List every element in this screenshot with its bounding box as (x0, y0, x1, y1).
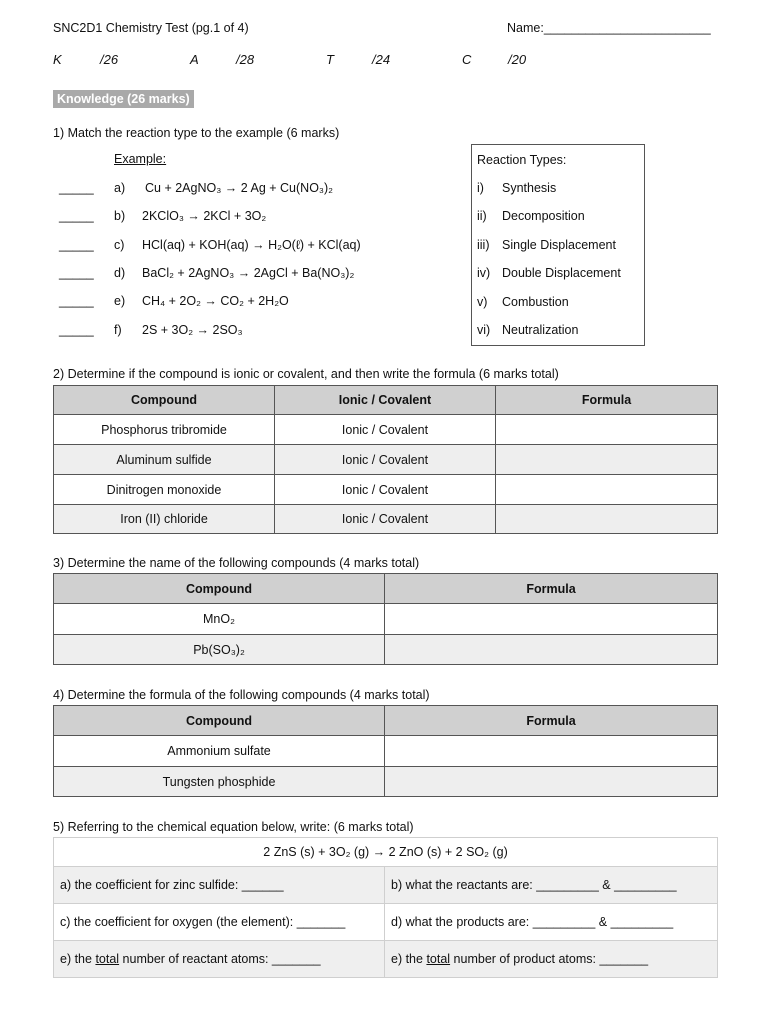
reaction-type-name: Neutralization (502, 323, 579, 337)
table-row (54, 604, 718, 635)
q5-item-c[interactable] (54, 904, 385, 941)
reaction-types-box (471, 144, 645, 346)
reaction-type-name: Decomposition (502, 209, 585, 223)
q5-item-a[interactable] (54, 867, 385, 904)
q1-item-equation: 2KClO₃ → 2KCl + 3O₂ (142, 209, 267, 223)
table-row (54, 941, 718, 978)
table-row (54, 635, 718, 665)
score-letter-t: T (326, 52, 334, 67)
emphasis-total: total (95, 952, 120, 966)
q1-item-letter: f) (114, 323, 122, 337)
table-row (54, 475, 718, 505)
q1-example-label: Example: (114, 152, 167, 166)
q1-item-letter: c) (114, 238, 125, 252)
score-letter-c: C (462, 52, 472, 67)
answer-blank[interactable]: _____ (59, 266, 94, 280)
compound-cell: Ammonium sulfate (54, 736, 385, 767)
reaction-type-num: i) (477, 181, 484, 195)
answer-blank[interactable]: _____ (59, 294, 94, 308)
q5-item-text: number of reactant atoms: _______ (119, 952, 321, 966)
table-row (54, 867, 718, 904)
q5-item-text: e) the (391, 952, 427, 966)
table-header-row (54, 706, 718, 736)
answer-blank[interactable]: _____ (59, 181, 94, 195)
formula-answer-cell[interactable] (496, 475, 718, 505)
reaction-type-name: Synthesis (502, 181, 557, 195)
formula-answer-cell[interactable] (385, 736, 718, 767)
reaction-type-num: iii) (477, 238, 490, 252)
formula-answer-cell[interactable] (496, 415, 718, 445)
q1-item-equation: CH₄ + 2O₂ → CO₂ + 2H₂O (142, 294, 289, 308)
answer-blank[interactable]: _____ (59, 238, 94, 252)
reaction-type-name: Double Displacement (502, 266, 621, 280)
q4-table (53, 705, 718, 797)
answer-blank[interactable]: _____ (59, 209, 94, 223)
q3-prompt: 3) Determine the name of the following compounds (4 marks total) (53, 556, 420, 570)
ionic-covalent-choice[interactable]: Ionic / Covalent (275, 415, 496, 445)
q5-item-text: c) the coefficient for oxygen (the element): _______ (60, 915, 346, 929)
table-row (54, 415, 718, 445)
emphasis-total: total (426, 952, 451, 966)
name-answer-cell[interactable] (385, 635, 718, 665)
compound-cell: Dinitrogen monoxide (54, 475, 275, 505)
reaction-type-num: ii) (477, 209, 487, 223)
q3-table (53, 573, 718, 665)
q1-item-letter: b) (114, 209, 126, 223)
compound-cell: Phosphorus tribromide (54, 415, 275, 445)
q5-item-d[interactable] (385, 904, 718, 941)
q1-item-equation: 2S + 3O₂ → 2SO₃ (142, 323, 243, 337)
name-answer-cell[interactable] (385, 604, 718, 635)
q1-item-equation: HCl(aq) + KOH(aq) → H₂O(ℓ) + KCl(aq) (142, 238, 361, 252)
section-label: Knowledge (26 marks) (53, 90, 194, 108)
q5-item-e-products[interactable] (385, 941, 718, 978)
score-letter-a: A (190, 52, 199, 67)
table-row (54, 904, 718, 941)
q2-table (53, 385, 718, 534)
q4-prompt: 4) Determine the formula of the following compounds (4 marks total) (53, 688, 430, 702)
compound-cell: MnO₂ (54, 604, 385, 635)
ionic-covalent-choice[interactable]: Ionic / Covalent (275, 505, 496, 534)
q5-item-text: d) what the products are: _________ & _________ (391, 915, 674, 929)
formula-answer-cell[interactable] (496, 505, 718, 534)
compound-cell: Aluminum sulfide (54, 445, 275, 475)
column-header: Compound (54, 386, 275, 415)
q1-item-letter: e) (114, 294, 126, 308)
formula-answer-cell[interactable] (496, 445, 718, 475)
q5-item-text: number of product atoms: _______ (450, 952, 649, 966)
q5-item-text: b) what the reactants are: _________ & _________ (391, 878, 677, 892)
equation-row (54, 838, 718, 867)
table-row (54, 736, 718, 767)
score-value-c: /20 (508, 52, 527, 67)
name-field-label: Name:________________________ (507, 21, 711, 35)
formula-answer-cell[interactable] (385, 767, 718, 797)
reaction-type-name: Combustion (502, 295, 569, 309)
score-value-t: /24 (372, 52, 391, 67)
table-row (54, 505, 718, 534)
table-header-row (54, 386, 718, 415)
column-header: Ionic / Covalent (275, 386, 496, 415)
column-header: Formula (496, 386, 718, 415)
compound-cell: Tungsten phosphide (54, 767, 385, 797)
reaction-type-num: iv) (477, 266, 491, 280)
q5-item-b[interactable] (385, 867, 718, 904)
score-letter-k: K (53, 52, 62, 67)
q2-prompt: 2) Determine if the compound is ionic or covalent, and then write the formula (6 marks total) (53, 367, 559, 381)
q5-prompt: 5) Referring to the chemical equation below, write: (6 marks total) (53, 820, 414, 834)
answer-blank[interactable]: _____ (59, 323, 94, 337)
compound-cell: Iron (II) chloride (54, 505, 275, 534)
column-header: Formula (385, 574, 718, 604)
q5-item-e-reactants[interactable] (54, 941, 385, 978)
compound-cell: Pb(SO₃)₂ (54, 635, 385, 665)
column-header: Compound (54, 706, 385, 736)
score-value-k: /26 (100, 52, 119, 67)
column-header: Formula (385, 706, 718, 736)
chemical-equation: 2 ZnS (s) + 3O₂ (g) → 2 ZnO (s) + 2 SO₂ (g) (54, 838, 718, 867)
q5-item-text: e) the (60, 952, 96, 966)
q1-item-equation: BaCl₂ + 2AgNO₃ → 2AgCl + Ba(NO₃)₂ (142, 266, 355, 280)
table-row (54, 445, 718, 475)
reaction-type-name: Single Displacement (502, 238, 616, 252)
reaction-type-num: vi) (477, 323, 491, 337)
page-title: SNC2D1 Chemistry Test (pg.1 of 4) (53, 21, 249, 35)
table-row (54, 767, 718, 797)
reaction-type-num: v) (477, 295, 488, 309)
score-value-a: /28 (236, 52, 255, 67)
table-header-row (54, 574, 718, 604)
q5-table (53, 837, 718, 978)
ionic-covalent-choice[interactable]: Ionic / Covalent (275, 445, 496, 475)
q1-item-letter: a) (114, 181, 126, 195)
reaction-types-title: Reaction Types: (477, 153, 567, 167)
column-header: Compound (54, 574, 385, 604)
q5-item-text: a) the coefficient for zinc sulfide: ______ (60, 878, 284, 892)
q1-prompt: 1) Match the reaction type to the example (6 marks) (53, 126, 340, 140)
q1-item-letter: d) (114, 266, 126, 280)
ionic-covalent-choice[interactable]: Ionic / Covalent (275, 475, 496, 505)
q1-item-equation: Cu + 2AgNO₃ → 2 Ag + Cu(NO₃)₂ (145, 181, 334, 195)
